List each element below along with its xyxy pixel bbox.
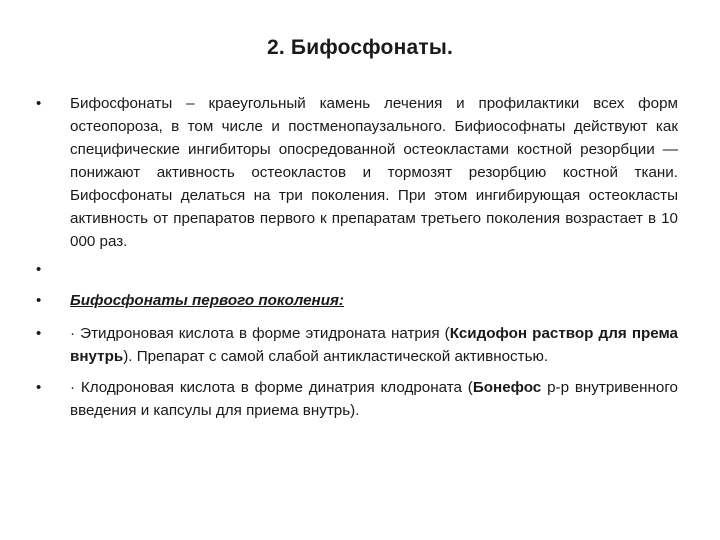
- first-gen-heading: Бифосфонаты первого поколения:: [70, 292, 344, 309]
- bullet-clodronic-acid: [36, 376, 678, 422]
- item2-suffix: р-р внутривенного введения и капсулы для приема внутрь).: [70, 379, 678, 419]
- item2-prefix: · Клодроновая кислота в форме динатрия клодроната (: [70, 379, 473, 396]
- item2-brand: Бонефос: [472, 379, 542, 396]
- main-paragraph-text: Бифосфонаты – краеугольный камень лечения и профилактики всех форм остеопороза, в том числе и постменопаузального. Бифиософнаты действуют как специфические ингибиторы опосредованной остеокластами костной резорбции — понижают активность остеокластов и тормозят резорбцию костной ткани. Бифосфонаты делаться на три поколения. При этом ингибирующая остеокласты активность от препаратов первого к препаратам третьего поколения возрастает в 10 000 раз.: [70, 95, 678, 250]
- bullet-etidronic-acid: [36, 322, 678, 368]
- bullet-empty: [36, 258, 678, 281]
- bullet-main-paragraph: [36, 92, 678, 253]
- bullet-list: [36, 92, 678, 422]
- slide-title: 2. Бифосфонаты.: [266, 36, 454, 59]
- bullet-first-gen-heading: [36, 289, 678, 312]
- item1-brand: Ксидофон раствор для према внутрь: [70, 325, 678, 365]
- item1-suffix: ). Препарат с самой слабой антикластической активностью.: [123, 348, 549, 365]
- item1-prefix: · Этидроновая кислота в форме этидроната натрия (: [70, 325, 450, 342]
